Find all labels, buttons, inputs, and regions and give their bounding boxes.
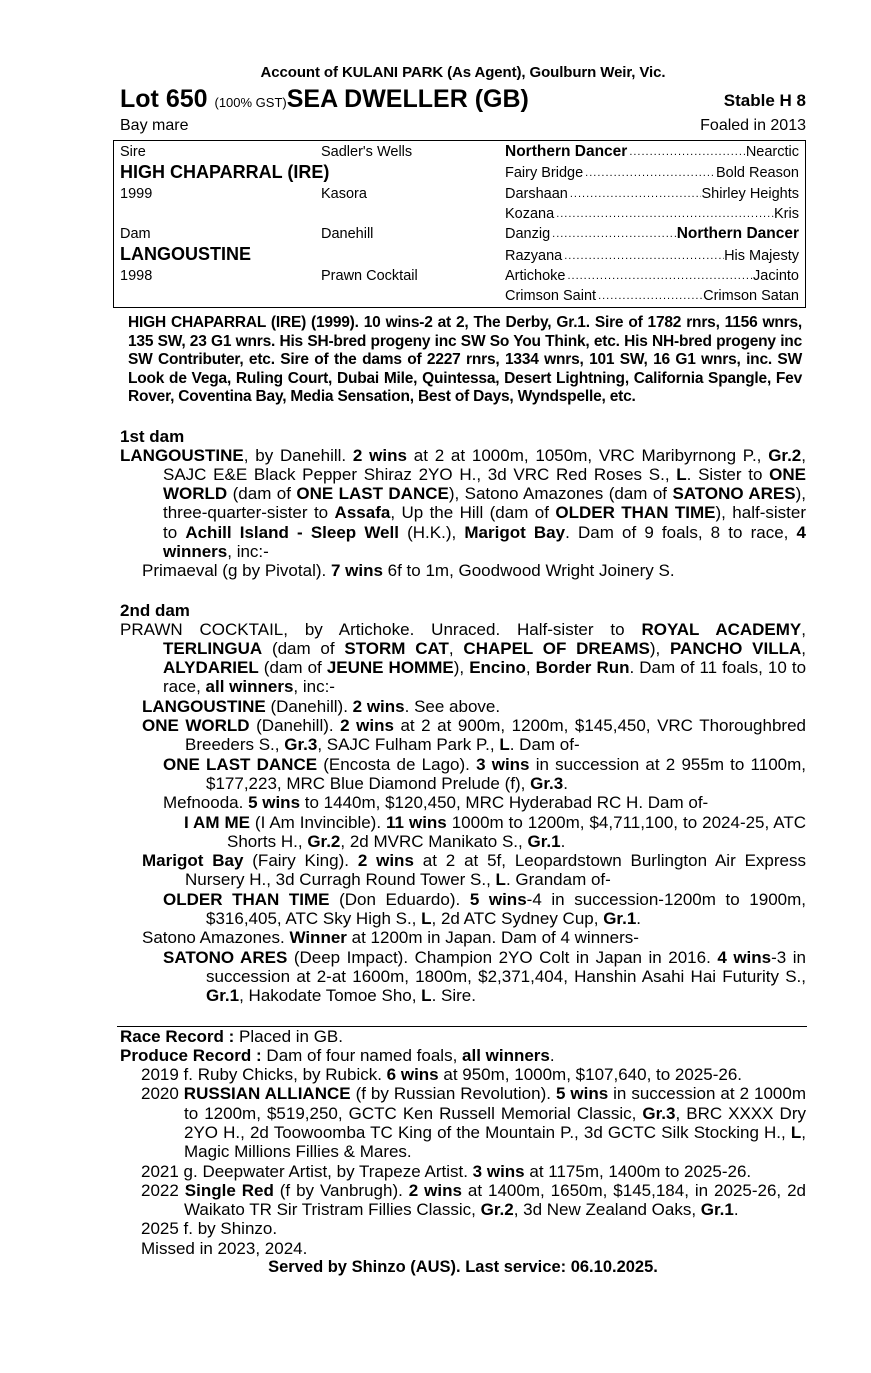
gen3-name: Artichoke [505, 268, 566, 284]
gen3-name: Crimson Saint [505, 288, 597, 304]
bold-text: 3 wins [472, 1161, 525, 1181]
text: , by Danehill. [243, 445, 353, 465]
bold-text: LANGOUSTINE [142, 696, 266, 716]
bold-text: 2 wins [340, 716, 394, 736]
bold-text: ROYAL ACADEMY [641, 619, 802, 639]
text: (Deep Impact). Champion 2YO Colt in Japan in 2016. [287, 947, 718, 967]
bold-text: L [495, 870, 506, 890]
bold-text: Assafa [334, 503, 391, 523]
first-dam-text [120, 446, 806, 562]
foal-2020 [120, 1084, 806, 1161]
bold-text: ONE LAST DANCE [163, 754, 318, 774]
missed-years: Missed in 2023, 2024. [141, 1238, 308, 1258]
bold-text: Gr.3 [284, 735, 318, 755]
text: , Up the Hill (dam of [390, 503, 556, 523]
bold-text: Gr.1 [206, 986, 240, 1006]
text: 2022 [141, 1180, 185, 1200]
pedigree-gen3-row [505, 246, 799, 267]
gen3-name: Fairy Bridge [505, 165, 584, 181]
text: -4 in succession-1200m to 1900m, $316,405, ATC Sky High S., [206, 889, 806, 929]
bold-text: JEUNE HOMME [326, 658, 454, 678]
leader-dots [562, 246, 724, 267]
text: (dam of [258, 658, 327, 678]
bold-text: 5 wins [248, 793, 301, 813]
progeny-mefnooda [120, 793, 806, 812]
progeny-one-last-dance [120, 755, 806, 794]
gen3-name: Razyana [505, 248, 563, 264]
bold-text: 4 winners [163, 522, 807, 561]
gen3-name: Northern Dancer [505, 143, 628, 160]
text: at 1200m in Japan. Dam of 4 winners- [346, 928, 639, 948]
bold-text: PANCHO VILLA [669, 638, 802, 658]
bold-text: LANGOUSTINE [120, 445, 244, 465]
leader-dots [565, 266, 753, 287]
text: at 950m, 1000m, $107,640, to 2025-26. [438, 1065, 743, 1085]
text: , inc:- [227, 541, 269, 561]
pedigree-gen3-row [505, 266, 799, 287]
text: (H.K.), [398, 522, 465, 542]
text: , Magic Millions Fillies & Mares. [184, 1123, 806, 1162]
text: at 1400m, 1650m, $145,184, in 2025-26, 2d Waikato TR Sir Tristram Fillies Classic, [184, 1180, 806, 1220]
lot-title [120, 84, 529, 118]
race-record [120, 1027, 806, 1046]
text: Dam of four named foals, [266, 1045, 463, 1065]
text: , [801, 619, 806, 639]
bold-text: Race Record : [120, 1026, 240, 1046]
sub-row [120, 114, 806, 138]
text: . See above. [404, 696, 501, 716]
bold-text: L [421, 909, 432, 929]
pedigree-gen3-row [505, 142, 799, 163]
dam-label: Dam [120, 226, 151, 242]
gen3-sire: His Majesty [724, 248, 799, 264]
text: , SAJC E&E Black Pepper Shiraz 2YO H., 3d VRC Red Roses S., [163, 445, 807, 484]
gen3-sire: Jacinto [753, 268, 799, 284]
bold-text: Winner [289, 928, 347, 948]
text: Satono Amazones. [142, 928, 290, 948]
leader-dots [568, 184, 702, 205]
leader-dots [627, 142, 746, 163]
progeny-satono-ares [120, 948, 806, 1006]
bold-text: Single Red [184, 1180, 274, 1200]
progeny-i-am-me [120, 813, 806, 852]
text: (I Am Invincible). [249, 812, 387, 832]
text: at 2 at 900m, 1200m, $145,450, VRC Thoroughbred Breeders S., [185, 716, 806, 755]
text: . Sire. [431, 986, 476, 1006]
pedigree-gen3-row [505, 163, 799, 184]
text: 1000m to 1200m, $4,711,100, to 2024-25, ATC Shorts H., [227, 812, 807, 851]
bold-text: SATONO ARES [163, 947, 288, 967]
foal-2019 [120, 1065, 806, 1084]
bold-text: all winners [462, 1045, 550, 1065]
gen3-sire: Crimson Satan [703, 288, 799, 304]
bold-text: ALYDARIEL [163, 658, 259, 678]
bold-text: 11 wins [386, 812, 447, 832]
text: , BRC XXXX Dry 2YO H., 2d Toowoomba TC King of the Mountain P., 3d GCTC Silk Stocking H., [184, 1103, 806, 1142]
bold-text: 2 wins [352, 696, 405, 716]
progeny-one-world [120, 716, 806, 755]
sire-year: 1999 [120, 186, 153, 202]
sire-label: Sire [120, 144, 146, 160]
text: . [636, 909, 642, 929]
sire-sire: Sadler's Wells [321, 144, 413, 160]
progeny-older-than-time [120, 890, 806, 929]
text: (Danehill). [265, 696, 353, 716]
bold-text: TERLINGUA [163, 638, 263, 658]
text: to 1440m, $120,450, MRC Hyderabad RC H. Dam of- [300, 793, 709, 813]
bold-text: ONE WORLD [142, 716, 250, 736]
text: . Dam of- [509, 735, 580, 755]
served-by: Served by Shinzo (AUS). Last service: 06.10.2025. [268, 1258, 658, 1277]
bold-text: Achill Island - Sleep Well [185, 522, 399, 542]
text: (dam of [227, 484, 297, 504]
leader-dots [554, 204, 774, 225]
text: , [448, 638, 464, 658]
text: (f by Vanbrugh). [273, 1180, 409, 1200]
first-dam-heading: 1st dam [120, 426, 185, 446]
pedigree-gen3-row [505, 204, 799, 225]
bold-text: L [421, 986, 432, 1006]
text: , SAJC Fulham Park P., [317, 735, 500, 755]
bold-text: Gr.2 [480, 1200, 514, 1220]
text: , Hakodate Tomoe Sho, [239, 986, 422, 1006]
sire-dam: Kasora [321, 186, 367, 202]
stable-location: Stable H 8 [723, 91, 806, 110]
text: Primaeval (g by Pivotal). [142, 561, 331, 581]
text: , inc:- [293, 677, 335, 697]
bold-text: ONE LAST DANCE [296, 484, 449, 504]
bold-text: OLDER THAN TIME [555, 503, 716, 523]
foal-2021 [120, 1162, 806, 1181]
foal-2025: 2025 f. by Shinzo. [141, 1219, 278, 1239]
gen3-sire: Nearctic [745, 144, 799, 160]
text: Placed in GB. [239, 1026, 343, 1046]
leader-dots [550, 224, 677, 245]
gen3-name: Danzig [505, 226, 551, 242]
catalogue-page [120, 62, 806, 1277]
bold-text: RUSSIAN ALLIANCE [183, 1084, 351, 1104]
text: in succession at 2 1000m to 1200m, $519,250, GCTC Ken Russell Memorial Classic, [184, 1084, 806, 1123]
text: ), [453, 658, 470, 678]
progeny-primaeval [120, 561, 806, 580]
text: . [733, 1200, 739, 1220]
text: (Danehill). [249, 716, 341, 736]
text: PRAWN COCKTAIL, by Artichoke. Unraced. Half-sister to [120, 619, 642, 639]
dam-sire: Danehill [321, 226, 374, 242]
bold-text: 5 wins [469, 889, 527, 909]
pedigree-gen3-row [505, 286, 799, 307]
bold-text: L [790, 1123, 802, 1142]
text: . [560, 831, 566, 851]
title-row [120, 84, 806, 114]
text: at 2 at 5f, Leopardstown Burlington Air Express Nursery H., 3d Curragh Round Tower S., [185, 851, 806, 890]
bold-text: 5 wins [555, 1084, 609, 1104]
bold-text: ONE WORLD [163, 464, 806, 504]
text: , 2d MVRC Manikato S., [340, 831, 528, 851]
bold-text: SATONO ARES [672, 484, 796, 504]
text: (Don Eduardo). [329, 889, 470, 909]
dam-year: 1998 [120, 268, 153, 284]
leader-dots [583, 163, 716, 184]
text: ), [649, 638, 670, 658]
text: at 1175m, 1400m to 2025-26. [524, 1161, 752, 1181]
sex-colour: Bay mare [120, 117, 189, 134]
text: in succession at 2 955m to 1100m, $177,223, MRC Blue Diamond Prelude (f), [206, 754, 807, 793]
text: . [549, 1045, 555, 1065]
text: . Dam of 9 foals, 8 to race, [565, 522, 797, 542]
gen3-sire: Kris [774, 206, 799, 222]
foal-2022 [120, 1181, 806, 1220]
text: 2021 g. Deepwater Artist, by Trapeze Artist. [141, 1161, 473, 1181]
bold-text: 7 wins [330, 561, 383, 581]
sire-summary: HIGH CHAPARRAL (IRE) (1999). 10 wins-2 at 2, The Derby, Gr.1. Sire of 1782 rnrs, 1156 wnrs, 135 SW, 23 G1 wnrs. His SH-bred progeny inc SW So You Think, etc. His NH-bred progeny inc SW Contributer, etc. Sire of the dams of 2227 rnrs, 1334 wnrs, 101 SW, 16 G1 wnrs, inc. SW Look de Vega, Ruling Court, Dubai Mile, Quintessa, Desert Lightning, California Spangle, Fev Rover, Coventina Bay, Media Sensation, Best of Days, Wyndspelle, etc. [128, 314, 802, 405]
text: ), three-quarter-sister to [163, 484, 806, 523]
gen3-name: Kozana [505, 206, 555, 222]
bold-text: Marigot Bay [464, 522, 566, 542]
text: , [801, 638, 807, 658]
bold-text: Gr.2 [307, 831, 341, 851]
pedigree-table [113, 140, 806, 308]
gst-note: (100% GST) [214, 95, 287, 110]
bold-text: STORM CAT [344, 638, 449, 658]
bold-text: 2 wins [352, 445, 407, 465]
gen3-sire: Northern Dancer [676, 225, 799, 242]
gen3-sire: Bold Reason [715, 165, 799, 181]
horse-name: SEA DWELLER (GB) [286, 85, 529, 113]
bold-text: Gr.3 [530, 773, 564, 793]
text: , 3d New Zealand Oaks, [513, 1200, 701, 1220]
text: (Fairy King). [243, 851, 358, 871]
sire-name: HIGH CHAPARRAL (IRE) [120, 162, 330, 182]
vendor-line: Account of KULANI PARK (As Agent), Goulburn Weir, Vic. [260, 64, 666, 81]
second-dam-heading: 2nd dam [120, 600, 190, 620]
text: -3 in succession at 2-at 1600m, 1800m, $2,371,404, Hanshin Asahi Hai Futurity S., [206, 947, 807, 986]
text: ), Satono Amazones (dam of [448, 484, 673, 504]
text: 2019 f. Ruby Chicks, by Rubick. [141, 1065, 387, 1085]
bold-text: Gr.1 [700, 1200, 734, 1220]
text: 2020 [141, 1084, 184, 1104]
lot-number: Lot 650 [120, 85, 208, 113]
progeny-satono-amazones [120, 928, 806, 947]
bold-text: Gr.2 [768, 445, 802, 465]
bold-text: Border Run [535, 658, 630, 678]
text: (f by Russian Revolution). [350, 1084, 556, 1104]
text: , [525, 658, 536, 678]
bold-text: Gr.3 [642, 1103, 676, 1123]
pedigree-gen3-row [505, 184, 799, 205]
text: (Encosta de Lago). [317, 754, 477, 774]
bold-text: Gr.1 [527, 831, 561, 851]
bold-text: 3 wins [476, 754, 530, 774]
bold-text: OLDER THAN TIME [163, 889, 330, 909]
text: Mefnooda. [163, 793, 249, 813]
text: at 2 at 1000m, 1050m, VRC Maribyrnong P., [406, 445, 769, 465]
gen3-name: Darshaan [505, 186, 568, 202]
bold-text: L [499, 735, 510, 755]
text: . Sister to [686, 464, 770, 484]
bold-text: 4 wins [717, 947, 772, 967]
bold-text: CHAPEL OF DREAMS [463, 638, 650, 658]
bold-text: 2 wins [408, 1180, 462, 1200]
progeny-langoustine [120, 697, 806, 716]
text: . Dam of 11 foals, 10 to race, [163, 658, 807, 697]
text: . Grandam of- [505, 870, 611, 890]
progeny-marigot-bay [120, 851, 806, 890]
text: , 2d ATC Sydney Cup, [431, 909, 604, 929]
bold-text: all winners [205, 677, 294, 697]
bold-text: Encino [469, 658, 526, 678]
pedigree-gen3-row [505, 224, 799, 245]
gen3-sire: Shirley Heights [701, 186, 799, 202]
bold-text: Gr.1 [603, 909, 637, 929]
text: 6f to 1m, Goodwood Wright Joinery S. [382, 561, 675, 581]
dam-dam: Prawn Cocktail [321, 268, 418, 284]
text: ), half-sister to [163, 503, 806, 542]
leader-dots [596, 286, 703, 307]
foaled-year: Foaled in 2013 [700, 117, 806, 134]
bold-text: 6 wins [386, 1065, 439, 1085]
produce-record [120, 1046, 806, 1065]
dam-name: LANGOUSTINE [120, 244, 252, 264]
bold-text: L [676, 464, 687, 484]
bold-text: Marigot Bay [142, 851, 244, 871]
bold-text: I AM ME [184, 812, 250, 832]
text: . [563, 773, 568, 793]
bold-text: Produce Record : [120, 1045, 267, 1065]
second-dam-text [120, 620, 806, 697]
text: (dam of [262, 638, 345, 658]
bold-text: 2 wins [357, 851, 414, 871]
